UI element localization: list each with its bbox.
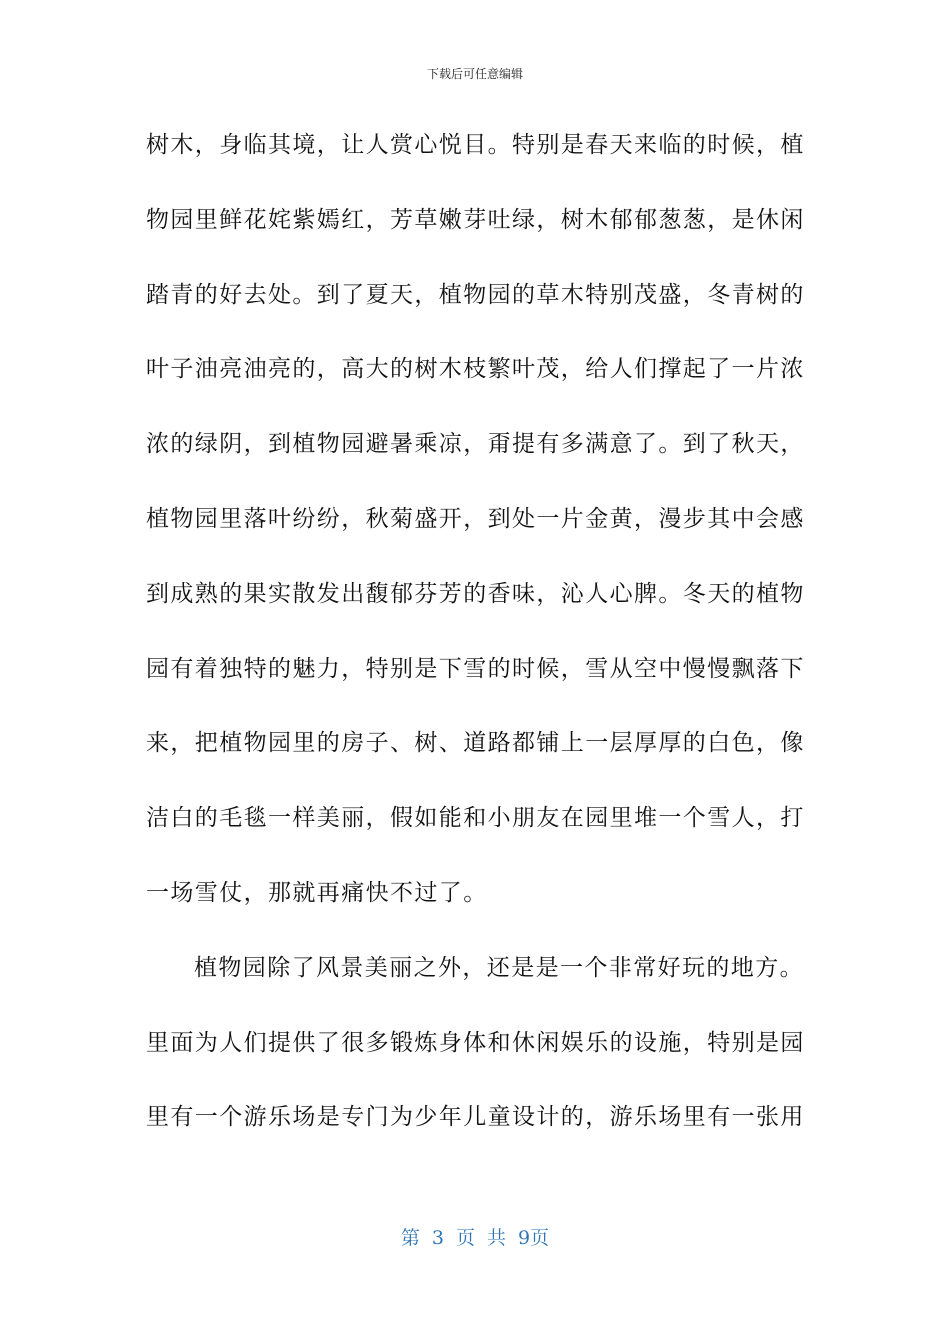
text-line: 树木，身临其境，让人赏心悦目。特别是春天来临的时候，植 <box>146 132 805 158</box>
page-total-number: 9页 <box>518 1227 550 1249</box>
text-line: 物园里鲜花姹紫嫣红，芳草嫩芽吐绿，树木郁郁葱葱，是休闲 <box>146 206 805 233</box>
page-footer <box>0 1224 950 1252</box>
text-line: 园有着独特的魅力，特别是下雪的时候，雪从空中慢慢飘落下 <box>146 655 805 682</box>
text-line: 到成熟的果实散发出馥郁芬芳的香味，沁人心脾。冬天的植物 <box>146 580 805 607</box>
page-total-word: 共 <box>487 1227 507 1249</box>
text-line: 洁白的毛毯一样美丽，假如能和小朋友在园里堆一个雪人，打 <box>146 805 805 832</box>
document-body <box>146 118 806 1165</box>
page-header: 下载后可任意编辑 <box>426 67 523 81</box>
text-line: 里有一个游乐场是专门为少年儿童设计的，游乐场里有一张用 <box>146 1104 805 1131</box>
text-line: 来，把植物园里的房子、树、道路都铺上一层厚厚的白色，像 <box>146 730 805 757</box>
text-line-indented: 植物园除了风景美丽之外，还是是一个非常好玩的地方。 <box>194 954 804 981</box>
text-line: 一场雪仗，那就再痛快不过了。 <box>146 879 488 906</box>
text-line: 叶子油亮油亮的，高大的树木枝繁叶茂，给人们撑起了一片浓 <box>146 356 805 383</box>
text-line: 植物园里落叶纷纷，秋菊盛开，到处一片金黄，漫步其中会感 <box>146 505 805 532</box>
text-line: 踏青的好去处。到了夏天，植物园的草木特别茂盛，冬青树的 <box>146 281 805 308</box>
text-line: 里面为人们提供了很多锻炼身体和休闲娱乐的设施，特别是园 <box>146 1029 805 1056</box>
page-current-number: 3 <box>431 1227 444 1249</box>
text-line: 浓的绿阴，到植物园避暑乘凉，甭提有多满意了。到了秋天， <box>146 431 805 458</box>
page-word: 页 <box>455 1227 475 1249</box>
page-prefix: 第 <box>400 1227 420 1249</box>
